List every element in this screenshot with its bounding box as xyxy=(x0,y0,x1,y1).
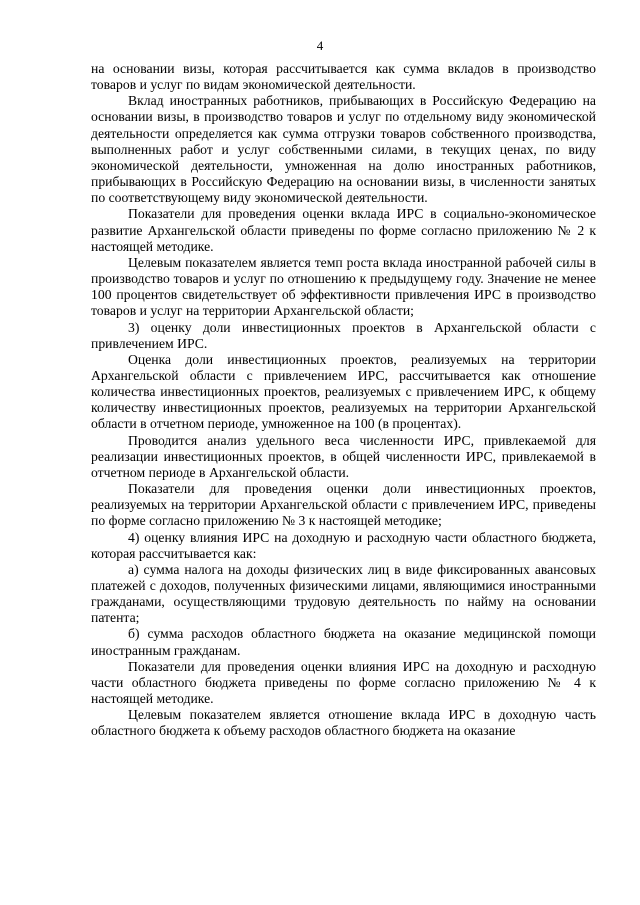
paragraph: Показатели для проведения оценки влияния ИРС на доходную и расходную части областного бюджета приведены по форме согласно приложению № 4 к настоящей методике. xyxy=(91,658,596,707)
paragraph: 3) оценку доли инвестиционных проектов в Архангельской области с привлечением ИРС. xyxy=(91,319,596,351)
paragraph: 4) оценку влияния ИРС на доходную и расходную части областного бюджета, которая рассчитывается как: xyxy=(91,529,596,561)
page-number: 4 xyxy=(316,38,324,53)
paragraph: Показатели для проведения оценки доли инвестиционных проектов, реализуемых на территории Архангельской области с привлечением ИРС, приведены по форме согласно приложению № 3 к настоящей методике; xyxy=(91,481,596,529)
paragraph: Показатели для проведения оценки вклада ИРС в социально-экономическое развитие Архангельской области приведены по форме согласно приложению № 2 к настоящей методике. xyxy=(91,206,596,254)
paragraph: Проводится анализ удельного веса численности ИРС, привлекаемой для реализации инвестиционных проектов, в общей численности ИРС, привлекаемой в отчетном периоде в Архангельской области. xyxy=(91,432,596,480)
paragraph: Целевым показателем является темп роста вклада иностранной рабочей силы в производство товаров и услуг по отношению к предыдущему году. Значение не менее 100 процентов свидетельствует об эффективности привлечения ИРС в производство товаров и услуг на территории Архангельской области; xyxy=(91,254,596,319)
paragraph: Оценка доли инвестиционных проектов, реализуемых на территории Архангельской области с привлечением ИРС, рассчитывается как отношение количества инвестиционных проектов, реализуемых с привлечением ИРС, к общему количеству инвестиционных проектов, реализуемых на территории Архангельской области в отчетном периоде, умноженное на 100 (в процентах). xyxy=(91,351,596,432)
paragraph-continuation: на основании визы, которая рассчитывается как сумма вкладов в производство товаров и услуг по видам экономической деятельности. xyxy=(91,61,596,93)
document-body xyxy=(91,61,596,740)
paragraph: б) сумма расходов областного бюджета на оказание медицинской помощи иностранным гражданам. xyxy=(91,626,596,658)
paragraph: Вклад иностранных работников, прибывающих в Российскую Федерацию на основании визы, в производство товаров и услуг по отдельному виду экономической деятельности определяется как сумма отгрузки товаров собственного производства, выполненных работ и услуг собственными силами, в текущих ценах, по виду экономической деятельности, умноженная на долю иностранных работников, прибывающих в Российскую Федерацию на основании визы, в численности занятых по соответствующему виду экономической деятельности. xyxy=(91,93,596,206)
paragraph: а) сумма налога на доходы физических лиц в виде фиксированных авансовых платежей с доходов, полученных физическими лицами, являющимися иностранными гражданами, осуществляющими трудовую деятельность по найму на основании патента; xyxy=(91,561,596,626)
paragraph: Целевым показателем является отношение вклада ИРС в доходную часть областного бюджета к объему расходов областного бюджета на оказание xyxy=(91,707,596,739)
